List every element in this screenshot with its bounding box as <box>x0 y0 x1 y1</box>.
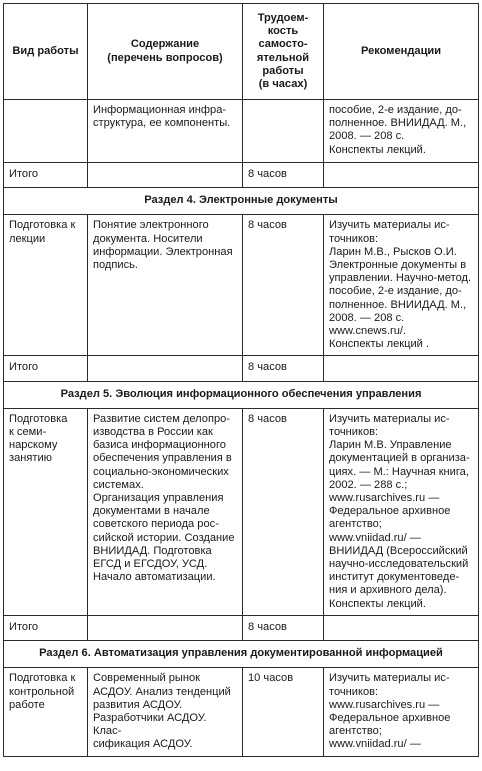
header-recommendations: Рекомендации <box>324 4 479 100</box>
hours-cell <box>243 100 324 163</box>
table-row <box>4 668 479 756</box>
section-heading: Раздел 4. Электронные документы <box>4 188 479 215</box>
total-empty-cell <box>88 615 243 640</box>
hours-cell: 8 часов <box>243 215 324 356</box>
total-empty-cell <box>324 356 479 381</box>
section-heading-row <box>4 641 479 668</box>
header-content: Содержание (перечень вопросов) <box>88 4 243 100</box>
hours-cell: 10 часов <box>243 668 324 756</box>
recommendation-cell: Изучить материалы ис- точников: Ларин М.В., Рысков О.И. Электронные документы в управлении. Научно-метод. пособие, 2-е издание, до- полненное. ВНИИДАД. М., 2008. — 208 с. www.cnews.ru/. Конспекты лекций . <box>324 215 479 356</box>
section-heading: Раздел 5. Эволюция информационного обеспечения управления <box>4 381 479 408</box>
total-row <box>4 163 479 188</box>
content-cell: Понятие электронного документа. Носители информации. Электронная подпись. <box>88 215 243 356</box>
total-label: Итого <box>4 615 88 640</box>
content-cell: Развитие систем делопро- изводства в России как базиса информационного обеспечения управления в социально-экономических системах. Организация управления документами в начале советского периода рос- сийской истории. Создание ВНИИДАД. Подготовка ЕГСД и ЕГСДОУ, УСД. Начало автоматизации. <box>88 408 243 615</box>
table-row <box>4 100 479 163</box>
recommendation-cell: Изучить материалы ис- точников: www.rusarchives.ru — Федеральное архивное агентство; www.vniidad.ru/ — <box>324 668 479 756</box>
total-hours: 8 часов <box>243 356 324 381</box>
work-type-cell <box>4 100 88 163</box>
total-row <box>4 615 479 640</box>
work-type-cell: Подготовка к контрольной работе <box>4 668 88 756</box>
header-work-type: Вид работы <box>4 4 88 100</box>
content-cell: Современный рынок АСДОУ. Анализ тенденций развития АСДОУ. Разработчики АСДОУ. Клас- сификация АСДОУ. <box>88 668 243 756</box>
total-label: Итого <box>4 163 88 188</box>
total-empty-cell <box>324 615 479 640</box>
total-row <box>4 356 479 381</box>
header-hours: Трудоем- кость самосто- ятельной работы (в часах) <box>243 4 324 100</box>
total-label: Итого <box>4 356 88 381</box>
hours-cell: 8 часов <box>243 408 324 615</box>
section-heading-row <box>4 381 479 408</box>
recommendation-cell: пособие, 2-е издание, до- полненное. ВНИИДАД. М., 2008. — 208 с. Конспекты лекций. <box>324 100 479 163</box>
table-row <box>4 215 479 356</box>
content-cell: Информационная инфра- структура, ее компоненты. <box>88 100 243 163</box>
total-empty-cell <box>88 356 243 381</box>
total-empty-cell <box>88 163 243 188</box>
study-plan-table <box>3 3 479 757</box>
section-heading: Раздел 6. Автоматизация управления документированной информацией <box>4 641 479 668</box>
total-empty-cell <box>324 163 479 188</box>
work-type-cell: Подготовка к лекции <box>4 215 88 356</box>
work-type-cell: Подготовка к семи- нарскому занятию <box>4 408 88 615</box>
section-heading-row <box>4 188 479 215</box>
total-hours: 8 часов <box>243 615 324 640</box>
recommendation-cell: Изучить материалы ис- точников: Ларин М.В. Управление документацией в организа- циях. — М.: Научная книга, 2002. — 288 с.; www.rusarchives.ru — Федеральное архивное агентство; www.vniidad.ru/ — ВНИИДАД (Всероссийский научно-исследовательский институт документоведе- ния и архивного дела). Конспекты лекций. <box>324 408 479 615</box>
table-header-row <box>4 4 479 100</box>
table-row <box>4 408 479 615</box>
total-hours: 8 часов <box>243 163 324 188</box>
